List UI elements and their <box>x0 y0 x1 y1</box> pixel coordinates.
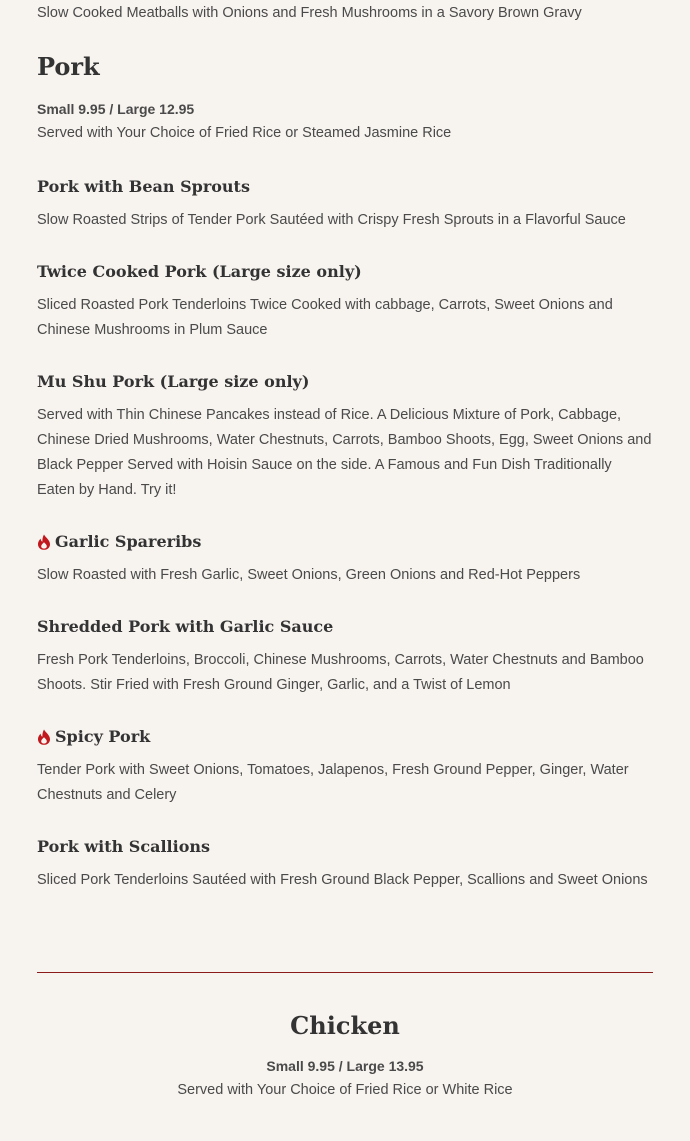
section-title-chicken: Chicken <box>290 1011 400 1040</box>
menu-item-title: Mu Shu Pork (Large size only) <box>37 372 310 391</box>
flame-icon <box>37 729 51 745</box>
menu-item <box>37 531 653 588</box>
menu-item-name <box>37 836 653 858</box>
section-price-pork: Small 9.95 / Large 12.95 <box>37 101 195 117</box>
menu-item-description: Sliced Pork Tenderloins Sautéed with Fresh Ground Black Pepper, Scallions and Sweet Onions <box>37 872 648 888</box>
section-note-pork: Served with Your Choice of Fried Rice or Steamed Jasmine Rice <box>37 125 452 141</box>
menu-item-name <box>37 261 653 283</box>
menu-item-name <box>37 371 653 393</box>
previous-item-description: Slow Cooked Meatballs with Onions and Fresh Mushrooms in a Savory Brown Gravy <box>37 5 582 21</box>
section-price-chicken: Small 9.95 / Large 13.95 <box>266 1058 424 1074</box>
menu-item-description: Served with Thin Chinese Pancakes instead of Rice. A Delicious Mixture of Pork, Cabbage, Chinese Dried Mushrooms, Water Chestnuts, Carrots, Bamboo Shoots, Egg, Sweet Onions and Black Pepper Served with Hoisin Sauce on the side. A Famous and Fun Dish Traditionally Eaten by Hand. Try it! <box>37 407 652 498</box>
menu-item-name <box>37 726 653 748</box>
menu-item <box>37 616 653 698</box>
menu-item-title: Garlic Spareribs <box>55 532 202 551</box>
menu-item <box>37 371 653 503</box>
menu-item-name <box>37 176 653 198</box>
menu-item-description: Tender Pork with Sweet Onions, Tomatoes, Jalapenos, Fresh Ground Pepper, Ginger, Water Chestnuts and Celery <box>37 762 629 803</box>
menu-item-title: Spicy Pork <box>55 727 151 746</box>
menu-item-title: Pork with Scallions <box>37 837 211 856</box>
section-title-pork: Pork <box>37 52 100 81</box>
pork-item-list <box>37 176 653 921</box>
menu-item-description: Slow Roasted Strips of Tender Pork Sautéed with Crispy Fresh Sprouts in a Flavorful Sauce <box>37 212 626 228</box>
section-note-chicken: Served with Your Choice of Fried Rice or White Rice <box>177 1082 513 1098</box>
menu-item-title: Twice Cooked Pork (Large size only) <box>37 262 362 281</box>
menu-item-name <box>37 616 653 638</box>
section-divider <box>37 972 653 973</box>
menu-item <box>37 261 653 343</box>
chicken-section <box>37 1008 653 1100</box>
menu-item-description: Fresh Pork Tenderloins, Broccoli, Chinese Mushrooms, Carrots, Water Chestnuts and Bamboo Shoots. Stir Fried with Fresh Ground Ginger, Garlic, and a Twist of Lemon <box>37 652 644 693</box>
flame-icon <box>37 534 51 550</box>
menu-item <box>37 836 653 893</box>
menu-item <box>37 176 653 233</box>
menu-item-title: Pork with Bean Sprouts <box>37 177 250 196</box>
menu-item <box>37 726 653 808</box>
menu-item-title: Shredded Pork with Garlic Sauce <box>37 617 334 636</box>
menu-item-description: Slow Roasted with Fresh Garlic, Sweet Onions, Green Onions and Red-Hot Peppers <box>37 567 581 583</box>
menu-item-name <box>37 531 653 553</box>
menu-item-description: Sliced Roasted Pork Tenderloins Twice Cooked with cabbage, Carrots, Sweet Onions and Chinese Mushrooms in Plum Sauce <box>37 297 613 338</box>
